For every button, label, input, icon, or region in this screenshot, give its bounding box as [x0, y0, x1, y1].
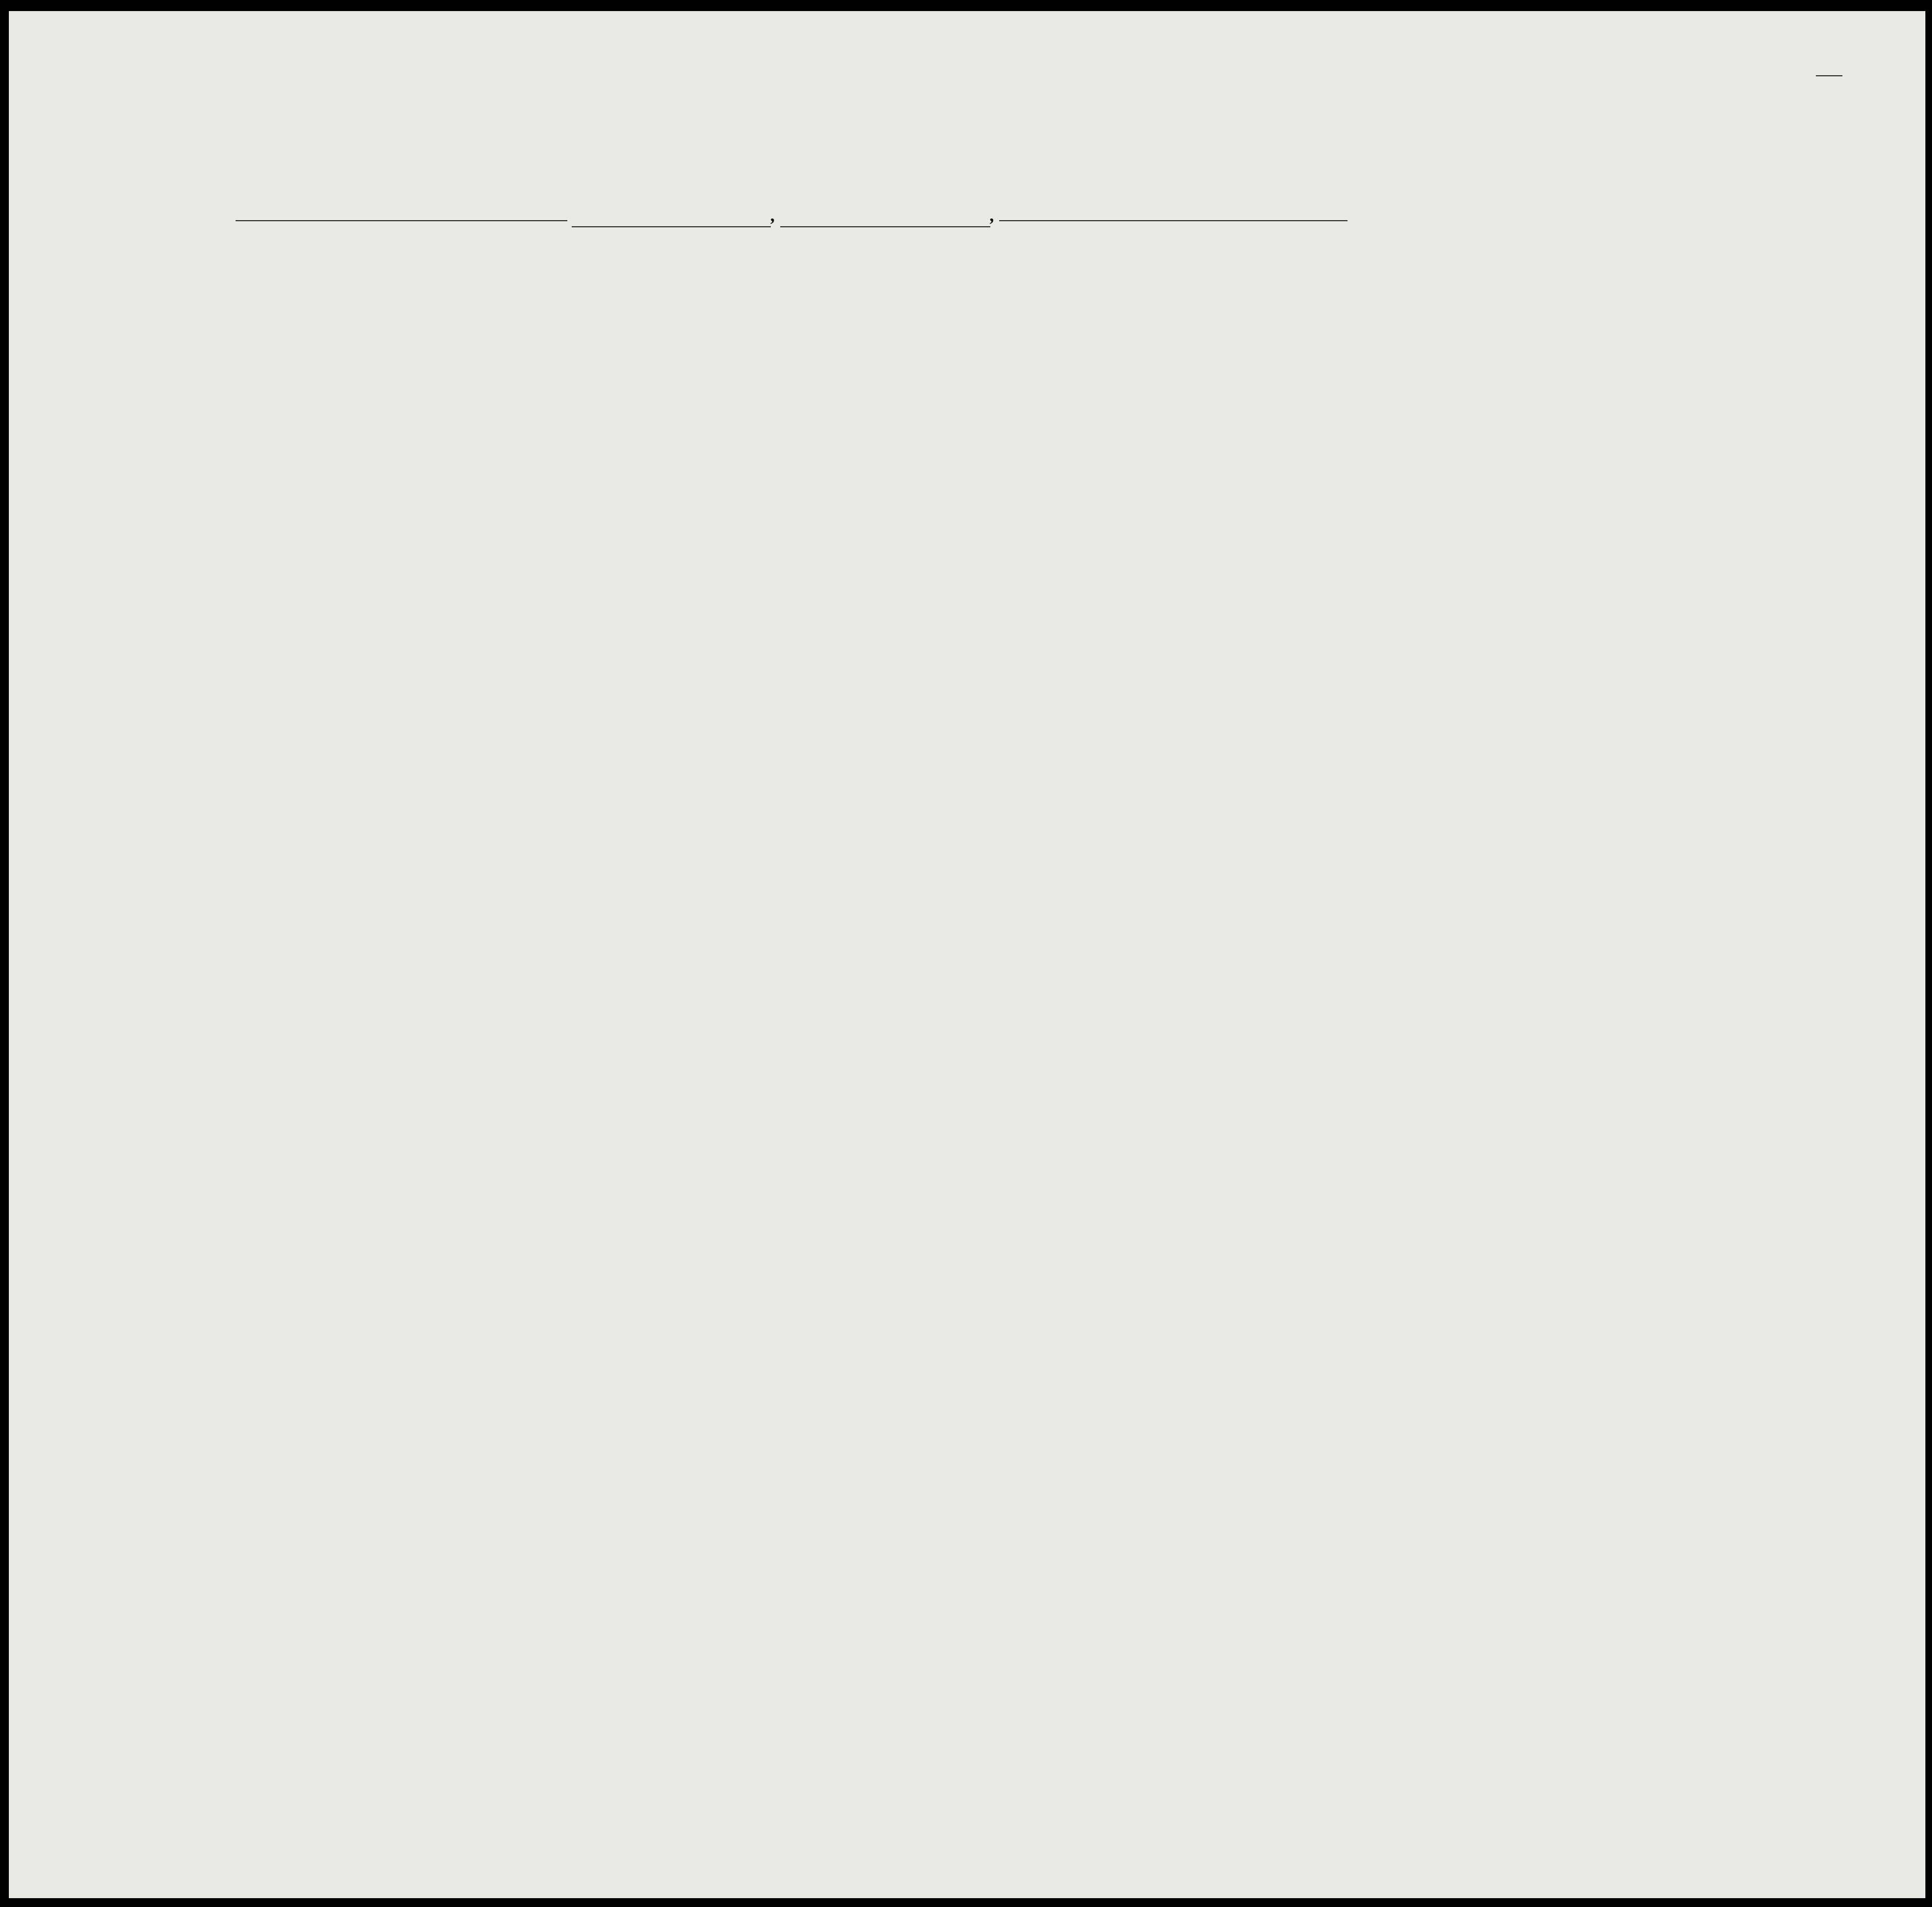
vessel-line: , , — [236, 206, 1348, 227]
sheet-number — [1805, 55, 1842, 76]
manifest-page — [9, 11, 1925, 1898]
arriving-date-blank — [780, 206, 990, 227]
arriving-port-blank — [572, 206, 771, 227]
sheet-value — [1816, 55, 1842, 76]
from-port — [999, 220, 1348, 221]
vessel-name — [236, 220, 567, 221]
